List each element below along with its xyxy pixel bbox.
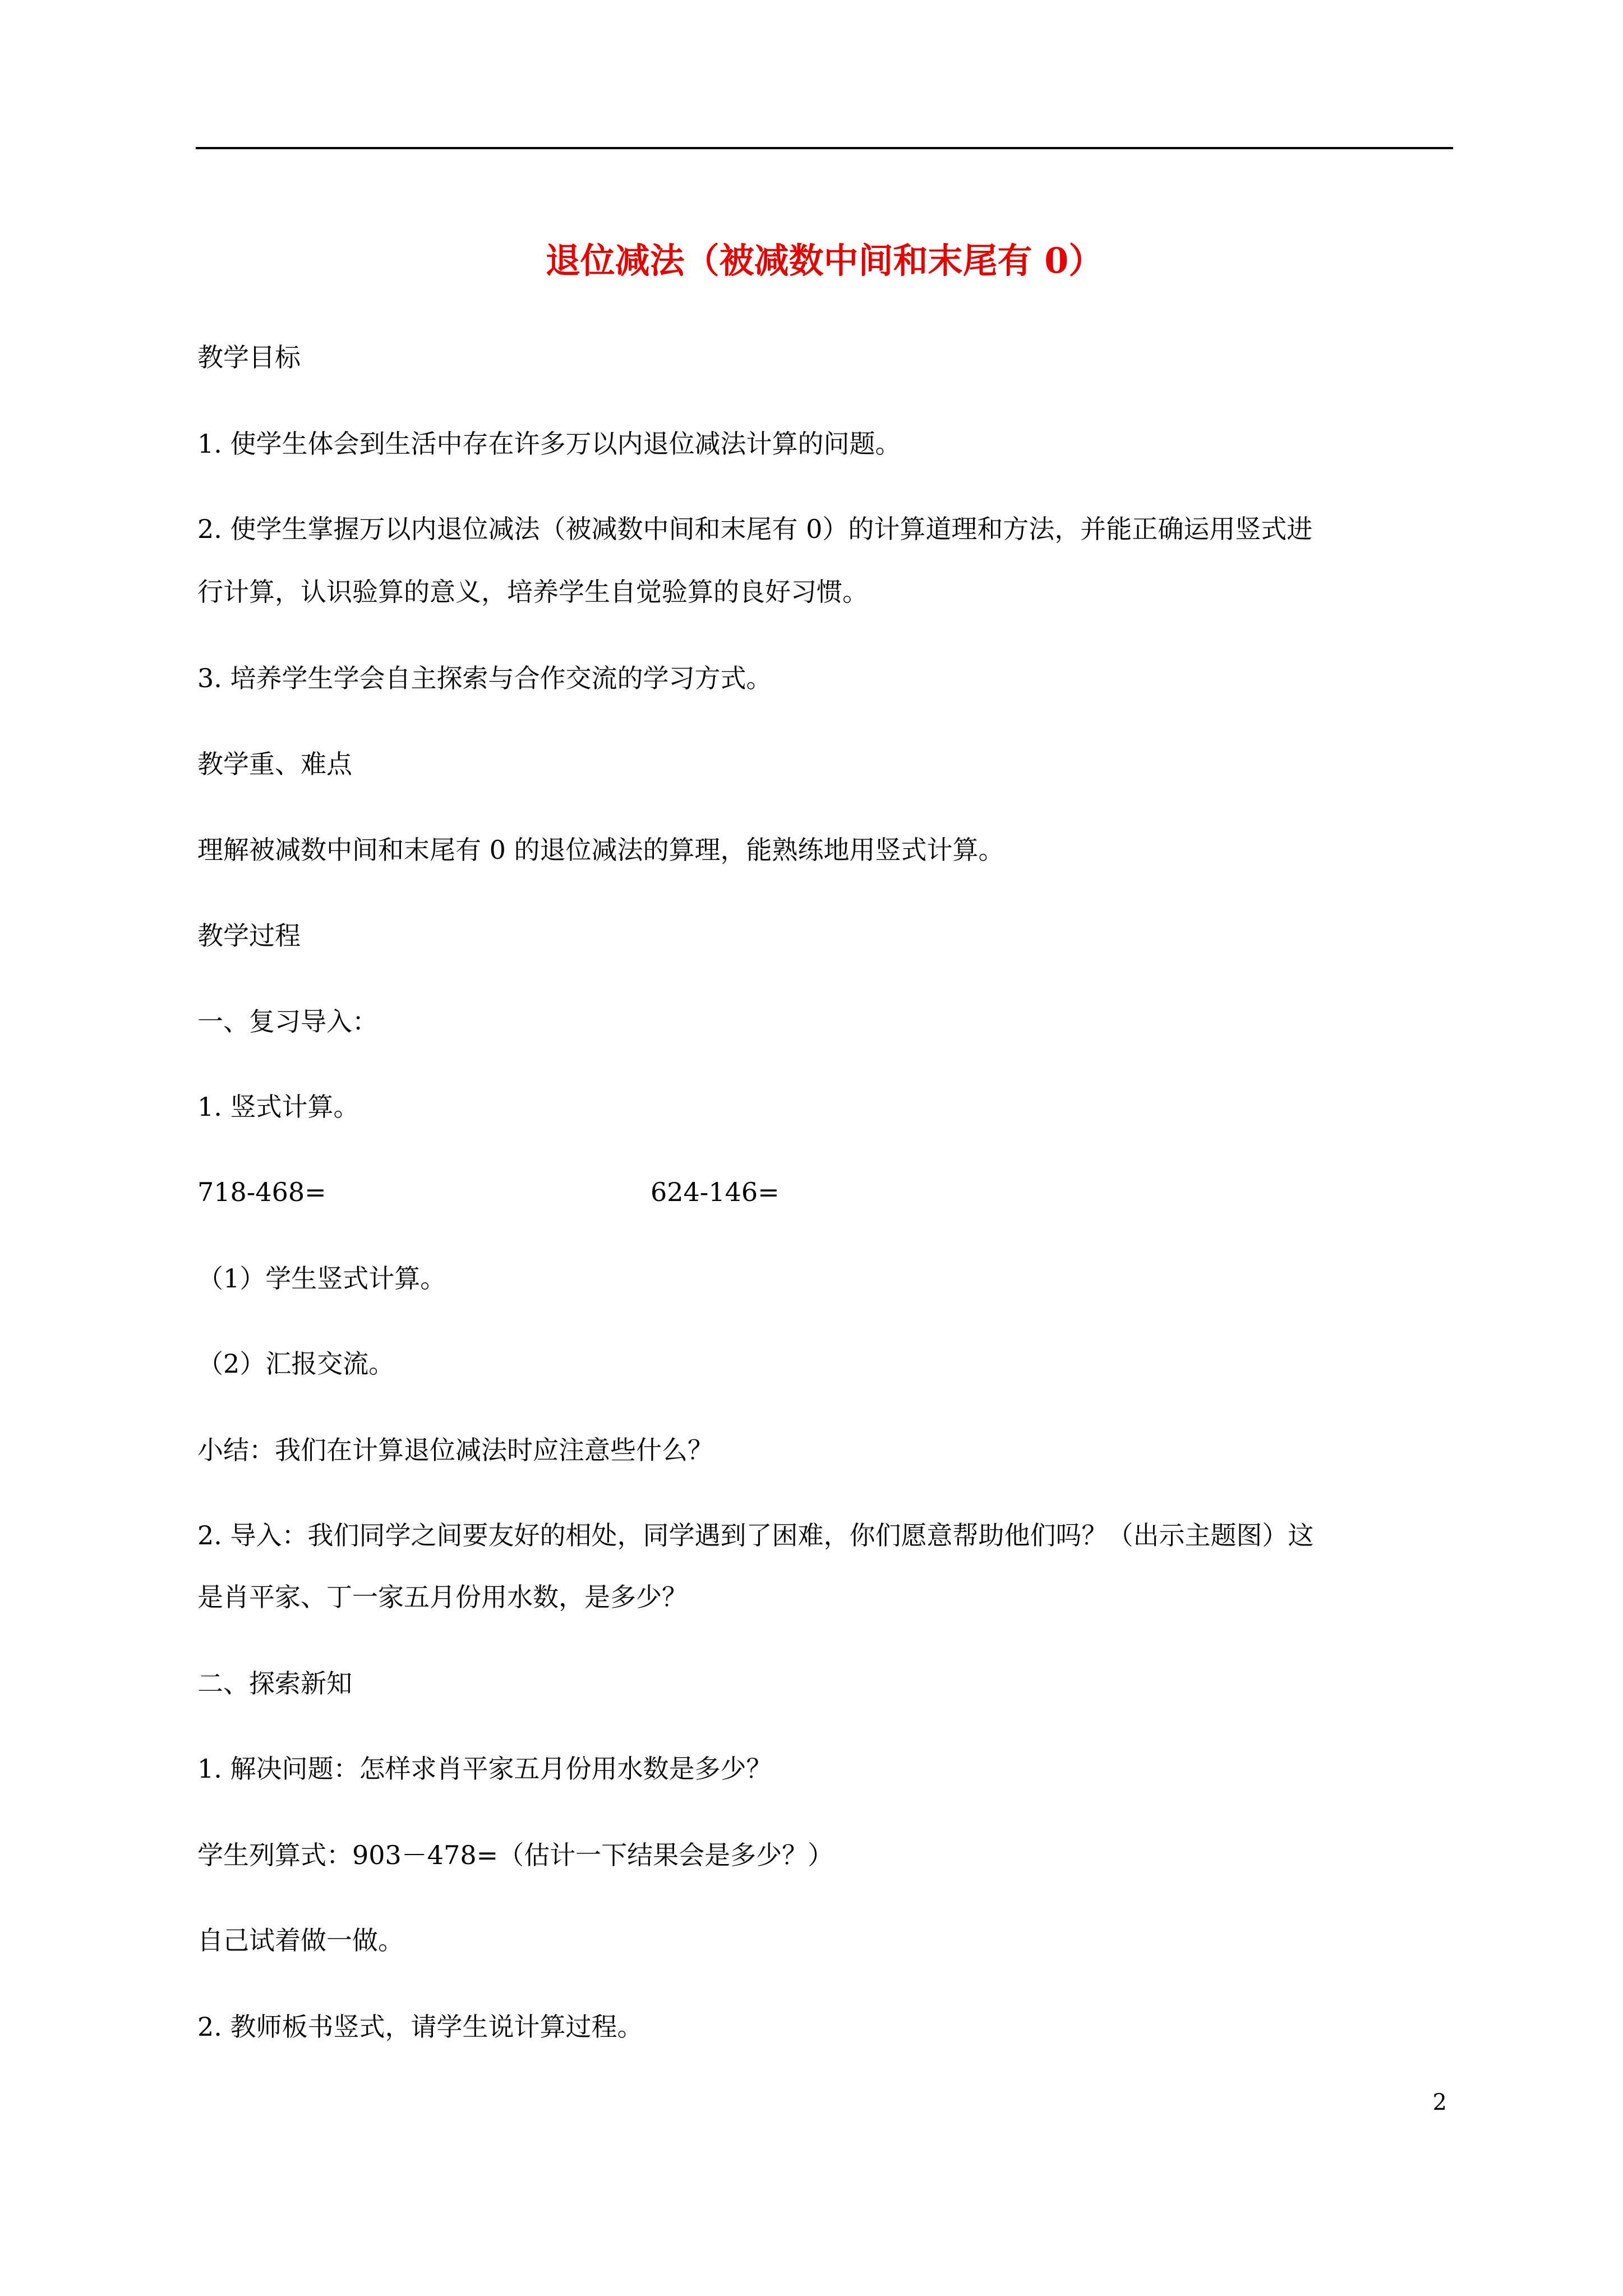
process-heading: 教学过程 [197, 921, 301, 951]
objective-item-1: 1. 使学生体会到生活中存在许多万以内退位减法计算的问题。 [197, 429, 901, 459]
section-2-heading: 二、探索新知 [197, 1668, 352, 1699]
section-1-sub-1: （1）学生竖式计算。 [197, 1263, 446, 1294]
section-2-try: 自己试着做一做。 [197, 1925, 404, 1955]
expression-row [197, 1172, 780, 1212]
objective-item-3: 3. 培养学生学会自主探索与合作交流的学习方式。 [197, 663, 772, 693]
objective-item-2-line-1: 2. 使学生掌握万以内退位减法（被减数中间和末尾有 0）的计算道理和方法，并能正确运用竖式进 [197, 514, 1313, 544]
section-1-step-2-line-2: 是肖平家、丁一家五月份用水数，是多少？ [197, 1582, 688, 1612]
objectives-heading: 教学目标 [197, 342, 301, 372]
section-1-step-2-line-1: 2. 导入：我们同学之间要友好的相处，同学遇到了困难，你们愿意帮助他们吗？（出示主题图）这 [197, 1520, 1314, 1550]
section-2-formula: 学生列算式：903－478=（估计一下结果会是多少？） [197, 1840, 834, 1870]
expression-b: 624-146= [651, 1177, 780, 1207]
section-1-heading: 一、复习导入： [197, 1006, 378, 1037]
page-title: 退位减法（被减数中间和末尾有 0） [545, 240, 1104, 281]
expression-a: 718-468= [197, 1177, 326, 1207]
objective-item-2-line-2: 行计算，认识验算的意义，培养学生自觉验算的良好习惯。 [197, 577, 868, 607]
section-2-step-1: 1. 解决问题：怎样求肖平家五月份用水数是多少？ [197, 1754, 772, 1784]
page-number: 2 [1432, 2090, 1447, 2115]
key-points-heading: 教学重、难点 [197, 749, 352, 779]
section-1-summary: 小结：我们在计算退位减法时应注意些什么？ [197, 1435, 713, 1465]
section-1-step-1: 1. 竖式计算。 [197, 1092, 359, 1122]
header-rule [196, 147, 1453, 149]
key-points-text: 理解被减数中间和末尾有 0 的退位减法的算理，能熟练地用竖式计算。 [197, 835, 1004, 865]
section-1-sub-2: （2）汇报交流。 [197, 1349, 395, 1379]
section-2-step-2: 2. 教师板书竖式，请学生说计算过程。 [197, 2012, 643, 2042]
